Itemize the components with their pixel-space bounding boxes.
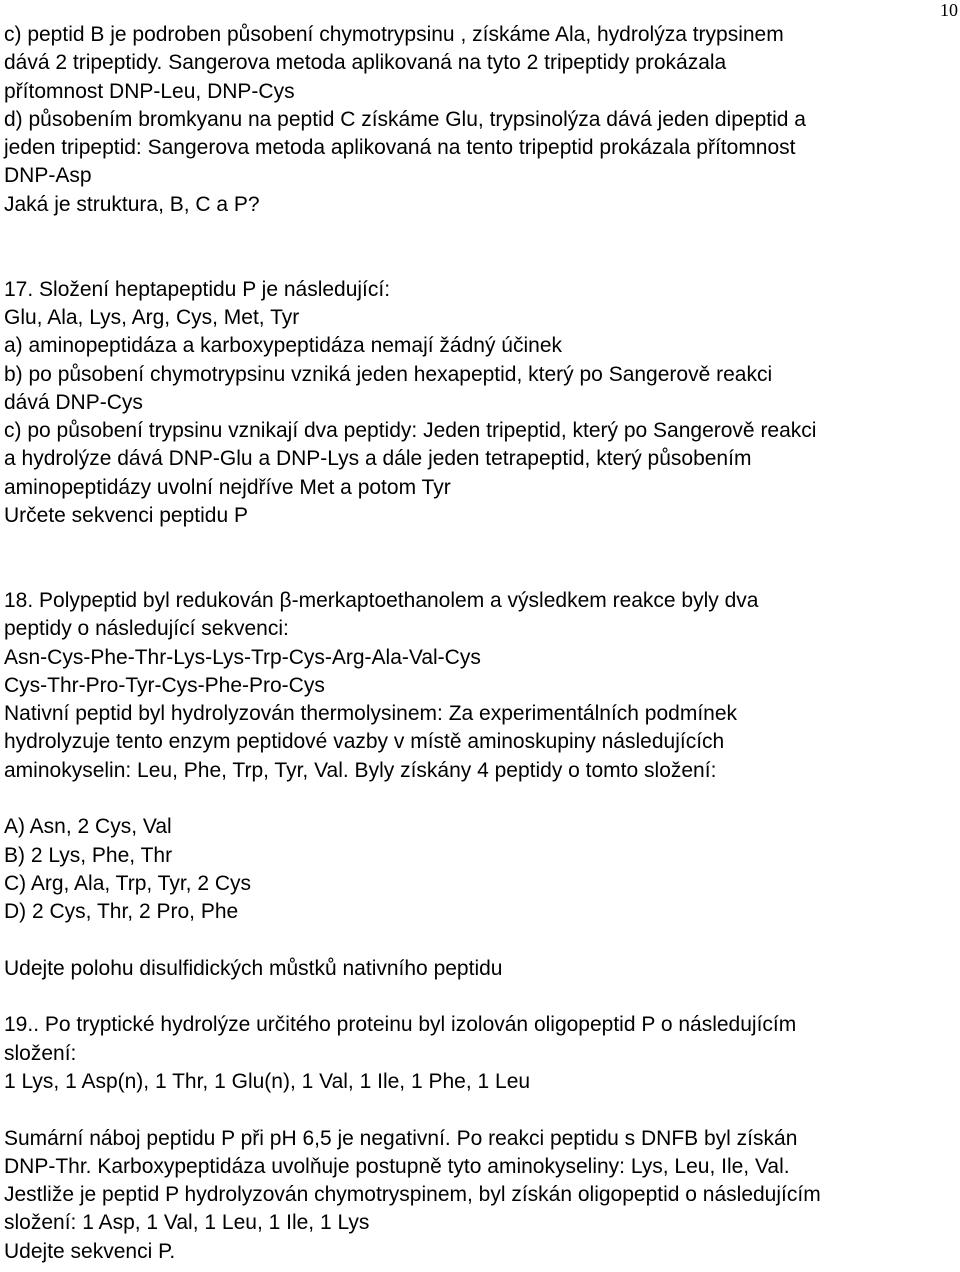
problem-heading: 18. Polypeptid byl redukován β-merkaptoethanolem a výsledkem reakce byly dva xyxy=(4,588,759,612)
problem-17 xyxy=(4,276,960,531)
question-line: Jaká je struktura, B, C a P? xyxy=(4,192,260,216)
question-line: Udejte sekvenci P. xyxy=(4,1239,176,1263)
text-line: c) peptid B je podroben působení chymotrypsinu , získáme Ala, hydrolýza trypsinem xyxy=(4,23,784,46)
text-line: b) po působení chymotrypsinu vzniká jeden hexapeptid, který po Sangerově reakci xyxy=(4,362,773,386)
text-line: Nativní peptid byl hydrolyzován thermolysinem: Za experimentálních podmínek xyxy=(4,702,738,726)
problem-heading: 17. Složení heptapeptidu P je následující: xyxy=(4,277,391,301)
problem-19 xyxy=(4,1011,960,1266)
intro-section xyxy=(4,21,960,219)
option-item: D) 2 Cys, Thr, 2 Pro, Phe xyxy=(4,900,239,924)
text-line: dává DNP-Cys xyxy=(4,390,143,414)
text-line: dává 2 tripeptidy. Sangerova metoda aplikovaná na tyto 2 tripeptidy prokázala xyxy=(4,51,727,75)
document-body xyxy=(4,21,960,1266)
option-item: B) 2 Lys, Phe, Thr xyxy=(4,843,173,867)
text-line: aminopeptidázy uvolní nejdříve Met a potom Tyr xyxy=(4,475,451,499)
composition-line: 1 Lys, 1 Asp(n), 1 Thr, 1 Glu(n), 1 Val, 1 Ile, 1 Phe, 1 Leu xyxy=(4,1069,531,1093)
sequence-line: Asn-Cys-Phe-Thr-Lys-Lys-Trp-Cys-Arg-Ala-Val-Cys xyxy=(4,645,481,669)
text-line: aminokyselin: Leu, Phe, Trp, Tyr, Val. Byly získány 4 peptidy o tomto složení: xyxy=(4,758,717,782)
text-line: přítomnost DNP-Leu, DNP-Cys xyxy=(4,79,295,103)
text-line: a) aminopeptidáza a karboxypeptidáza nemají žádný účinek xyxy=(4,334,563,358)
text-line: c) po působení trypsinu vznikají dva peptidy: Jeden tripeptid, který po Sangerově reakci xyxy=(4,419,817,443)
question-line: Udejte polohu disulfidických můstků nativního peptidu xyxy=(4,956,503,980)
text-line: a hydrolýze dává DNP-Glu a DNP-Lys a dále jeden tetrapeptid, který působením xyxy=(4,447,752,471)
text-line: DNP-Asp xyxy=(4,164,92,188)
text-line: Sumární náboj peptidu P při pH 6,5 je negativní. Po reakci peptidu s DNFB byl získán xyxy=(4,1126,798,1150)
question-line: Určete sekvenci peptidu P xyxy=(4,504,248,528)
problem-18 xyxy=(4,587,960,983)
page-number: 10 xyxy=(940,0,958,20)
text-line: jeden tripeptid: Sangerova metoda aplikovaná na tento tripeptid prokázala přítomnost xyxy=(4,136,796,160)
problem-heading: 19.. Po tryptické hydrolýze určitého proteinu byl izolován oligopeptid P o následujícím xyxy=(4,1013,797,1037)
option-item: C) Arg, Ala, Trp, Tyr, 2 Cys xyxy=(4,871,252,895)
text-line: složení: 1 Asp, 1 Val, 1 Leu, 1 Ile, 1 Lys xyxy=(4,1211,370,1235)
text-line: Jestliže je peptid P hydrolyzován chymotryspinem, byl získán oligopeptid o následujícím xyxy=(4,1183,821,1207)
text-line: d) působením bromkyanu na peptid C získáme Glu, trypsinolýza dává jeden dipeptid a xyxy=(4,107,806,131)
sequence-line: Cys-Thr-Pro-Tyr-Cys-Phe-Pro-Cys xyxy=(4,673,325,697)
option-item: A) Asn, 2 Cys, Val xyxy=(4,815,172,839)
text-line: složení: xyxy=(4,1041,77,1065)
text-line: peptidy o následující sekvenci: xyxy=(4,617,289,641)
text-line: hydrolyzuje tento enzym peptidové vazby v místě aminoskupiny následujících xyxy=(4,730,725,754)
text-line: Glu, Ala, Lys, Arg, Cys, Met, Tyr xyxy=(4,305,300,329)
text-line: DNP-Thr. Karboxypeptidáza uvolňuje postupně tyto aminokyseliny: Lys, Leu, Ile, Val. xyxy=(4,1154,790,1178)
